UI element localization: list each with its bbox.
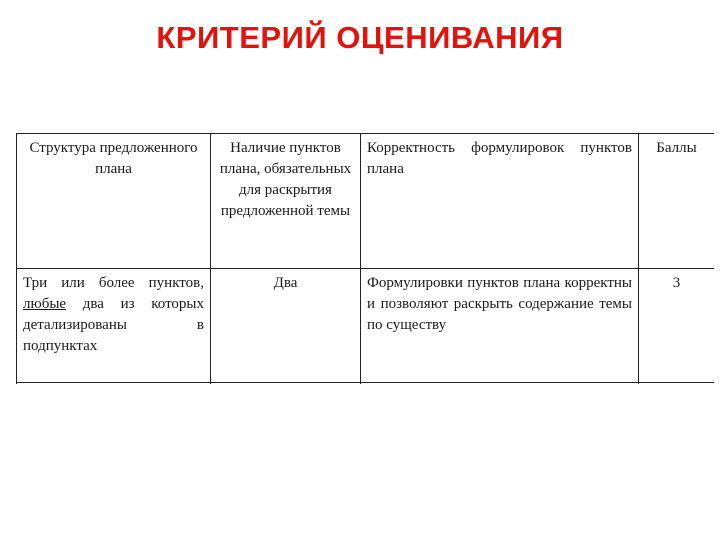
cell-cut-off [17,383,211,385]
table-row-cut-off [17,383,715,385]
criteria-table-viewport [16,133,714,384]
cell-cut-off [211,383,361,385]
cell-score: 3 [639,269,715,383]
cell-cut-off [639,383,715,385]
slide-title: КРИТЕРИЙ ОЦЕНИВАНИЯ [156,20,564,55]
structure-text-start: Три или более пунктов, [23,275,204,291]
criteria-table [16,133,714,384]
structure-text-underlined: любые [23,296,67,312]
table-row [17,269,715,383]
header-correctness: Корректность формулировок пунктов плана [361,134,639,269]
header-score: Баллы [639,134,715,269]
cell-correctness: Формулировки пунктов плана корректны и позволяют раскрыть содержание темы по существу [361,269,639,383]
structure-text-end: два из которых детализированы в подпунктах [23,296,204,354]
cell-structure [17,269,211,383]
cell-items: Два [211,269,361,383]
cell-cut-off [361,383,639,385]
header-items: Наличие пунктов плана, обязательных для раскрытия предложенной темы [211,134,361,269]
table-header-row [17,134,715,269]
header-structure: Структура предложенного плана [17,134,211,269]
